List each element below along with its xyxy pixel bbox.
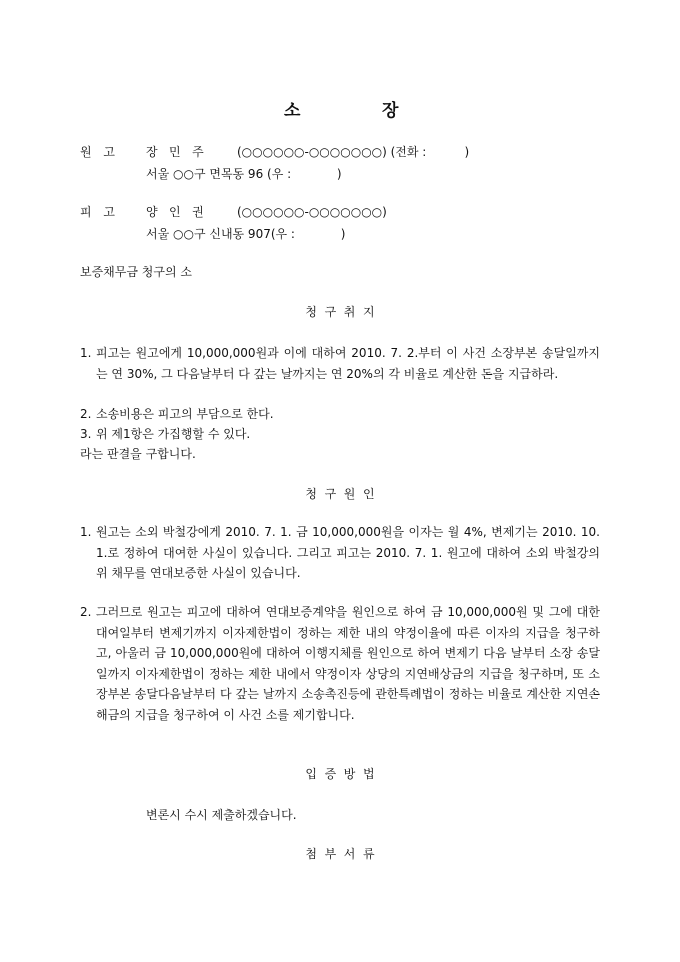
item-number: 3.: [80, 427, 92, 441]
claim-purpose-heading: 청 구 취 지: [305, 305, 375, 319]
claim-cause-item: [80, 602, 600, 725]
item-number: 2.: [80, 605, 92, 619]
item-number: 2.: [80, 407, 92, 421]
plaintiff-name: 장 민 주: [146, 145, 204, 159]
defendant-role: 피 고: [80, 205, 115, 219]
plaintiff-address: 서울 ○○구 면목동 96 (우 : ): [146, 167, 342, 181]
case-name: 보증채무금 청구의 소: [80, 265, 192, 279]
item-text: 그러므로 원고는 피고에 대하여 연대보증계약을 원인으로 하여 금 10,000,000원 및 그에 대한 대여일부터 변제기까지 이자제한법이 정하는 제한 내의 약정이율에 따른 이자의 지급을 청구하고, 아울러 금 10,000,000원에 대하여 이행지체를 원인으로 하여 변제기 다음 날부터 소장 송달일까지 이자제한법이 정하는 제한 내에서 약정이자 상당의 지연배상금의 지급을 청구하며, 또 소장부본 송달다음날부터 다 갚는 날까지 소송촉진등에 관한특례법이 정하는 비율로 계산한 지연손해금의 지급을 청구하여 이 사건 소를 제기합니다.: [96, 605, 600, 722]
claim-purpose-closing: 라는 판결을 구합니다.: [80, 447, 196, 461]
plaintiff-role: 원 고: [80, 145, 115, 159]
claim-cause-item: [80, 522, 600, 584]
defendant-address: 서울 ○○구 신내동 907(우 : ): [146, 227, 346, 241]
item-number: 1.: [80, 525, 92, 539]
evidence-text: 변론시 수시 제출하겠습니다.: [146, 808, 297, 822]
claim-purpose-item: [80, 404, 600, 425]
item-text: 피고는 원고에게 10,000,000원과 이에 대하여 2010. 7. 2.부터 이 사건 소장부본 송달일까지는 연 30%, 그 다음날부터 다 갚는 날까지는 연 20%의 각 비율로 계산한 돈을 지급하라.: [96, 346, 600, 381]
claim-cause-heading: 청 구 원 인: [305, 487, 375, 501]
item-text: 원고는 소외 박철강에게 2010. 7. 1. 금 10,000,000원을 이자는 월 4%, 변제기는 2010. 10. 1.로 정하여 대여한 사실이 있습니다. 그리고 피고는 2010. 7. 1. 원고에 대하여 소외 박철강의 위 채무를 연대보증한 사실이 있습니다.: [96, 525, 600, 580]
claim-purpose-item: [80, 424, 600, 445]
defendant-name: 양 인 권: [146, 205, 204, 219]
defendant-id: (○○○○○○-○○○○○○○): [237, 205, 387, 219]
document-title-right: 장: [382, 101, 399, 121]
attachments-heading: 첨 부 서 류: [305, 847, 375, 861]
item-text: 위 제1항은 가집행할 수 있다.: [96, 427, 251, 441]
document-title-left: 소: [284, 101, 301, 121]
evidence-heading: 입 증 방 법: [305, 767, 375, 781]
item-number: 1.: [80, 346, 92, 360]
claim-purpose-item: [80, 343, 600, 384]
item-text: 소송비용은 피고의 부담으로 한다.: [96, 407, 274, 421]
plaintiff-id-phone: (○○○○○○-○○○○○○○) (전화 : ): [237, 145, 470, 159]
